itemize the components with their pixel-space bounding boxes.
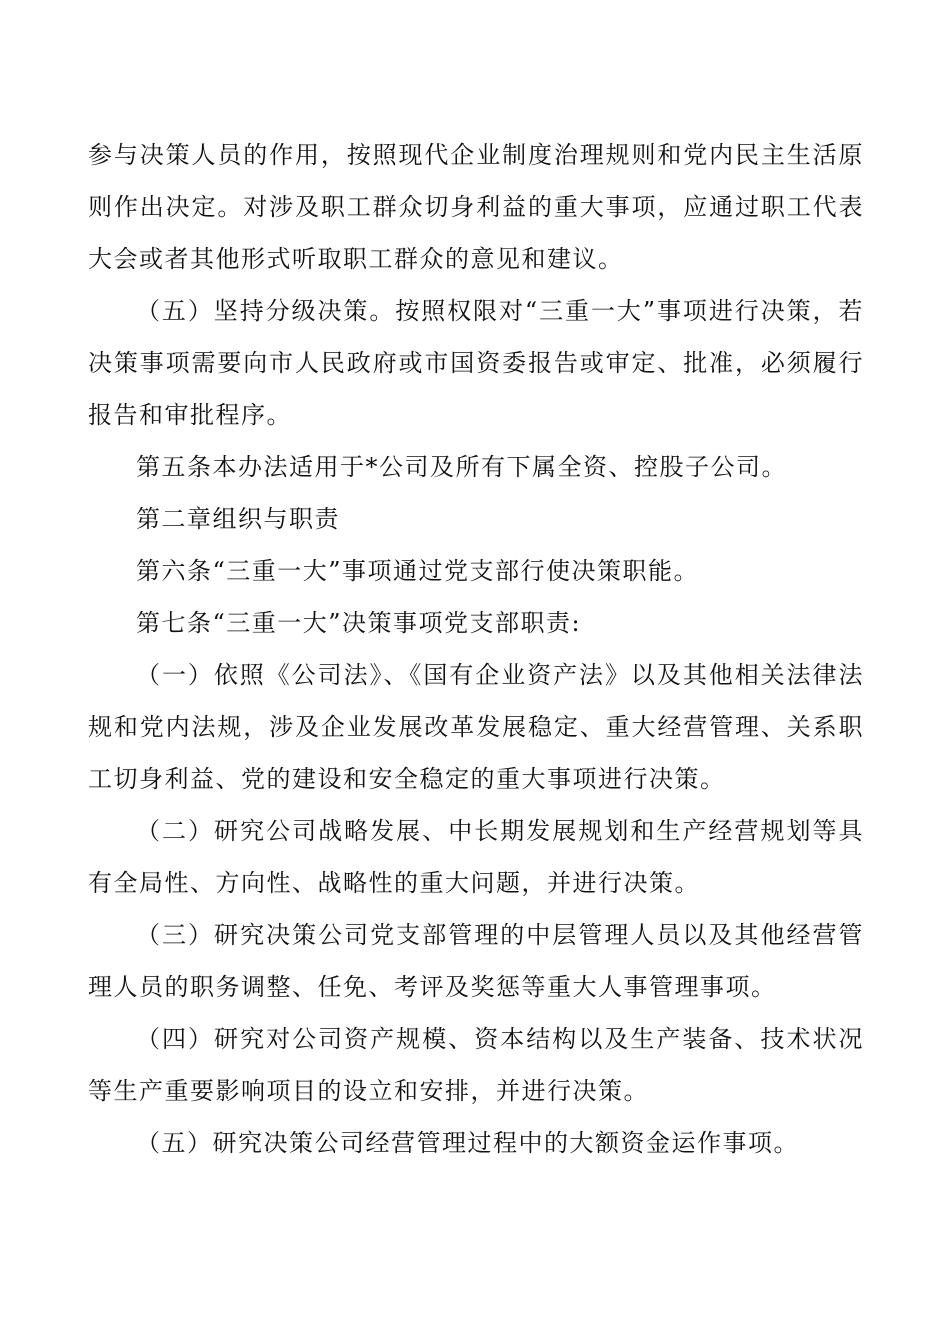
article-7-item-5: （五）研究决策公司经营管理过程中的大额资金运作事项。 (136, 1129, 799, 1157)
article-6: 第六条“三重一大”事项通过党支部行使决策职能。 (136, 557, 700, 585)
article-7-item-1: （一）依照《公司法》、《国有企业资产法》以及其他相关法律法规和党内法规，涉及企业发展改革发展稳定、重大经营管理、关系职工切身利益、党的建设和安全稳定的重大事项进行决策。 (88, 661, 864, 793)
chapter-2-heading: 第二章组织与职责 (136, 505, 340, 533)
article-7-item-4: （四）研究对公司资产规模、资本结构以及生产装备、技术状况等生产重要影响项目的设立和安排，并进行决策。 (88, 1025, 864, 1105)
article-5: 第五条本办法适用于*公司及所有下属全资、控股子公司。 (136, 453, 787, 481)
article-7: 第七条“三重一大”决策事项党支部职责: (136, 609, 582, 637)
article-7-item-3: （三）研究决策公司党支部管理的中层管理人员以及其他经营管理人员的职务调整、任免、考评及奖惩等重大人事管理事项。 (88, 921, 864, 1001)
paragraph-continuation: 参与决策人员的作用，按照现代企业制度治理规则和党内民主生活原则作出决定。对涉及职工群众切身利益的重大事项，应通过职工代表大会或者其他形式听取职工群众的意见和建议。 (88, 141, 864, 273)
paragraph-tiered-decision: （五）坚持分级决策。按照权限对“三重一大”事项进行决策，若决策事项需要向市人民政府或市国资委报告或审定、批准，必须履行报告和审批程序。 (88, 297, 864, 429)
article-7-item-2: （二）研究公司战略发展、中长期发展规划和生产经营规划等具有全局性、方向性、战略性的重大问题，并进行决策。 (88, 817, 864, 897)
document-page (88, 129, 864, 1169)
